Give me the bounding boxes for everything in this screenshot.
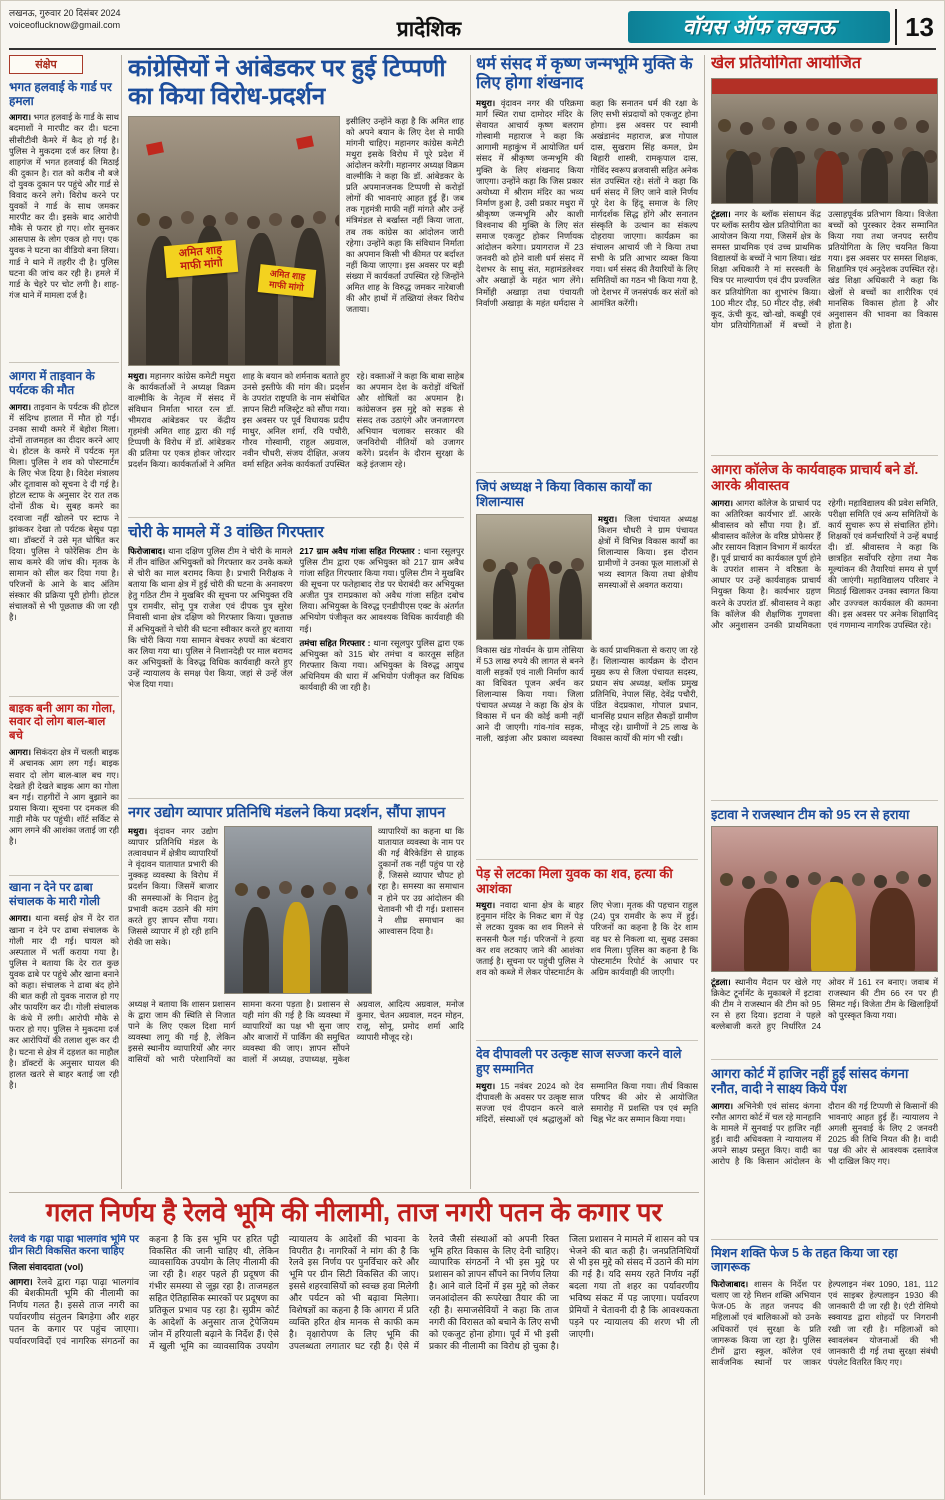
headline: मिशन शक्ति फेज 5 के तहत किया जा रहा जागरूक — [711, 1245, 898, 1275]
headline: खाना न देने पर ढाबा संचालक के मारी गोली — [9, 882, 100, 908]
headline: आगरा कोर्ट में हाजिर नहीं हुईं सांसद कंगना रनौत, वादी ने साक्ष्य किये पेश — [711, 1066, 909, 1097]
article-body-found — [476, 866, 698, 1035]
masthead-rule — [9, 48, 936, 50]
page-number: 13 — [895, 9, 934, 45]
byline: जिला संवाददाता (vol) — [9, 1261, 84, 1272]
column-divider — [121, 55, 122, 1189]
placard-line1: अमित शाह — [269, 267, 306, 282]
article-shilanyas — [476, 479, 698, 853]
protest-photo — [128, 116, 340, 366]
crowd-heads — [235, 883, 248, 896]
headline: खेल प्रतियोगिता आयोजित — [711, 55, 861, 72]
headline: इटावा ने राजस्थान टीम को 95 रन से हराया — [711, 806, 910, 822]
protest-placard — [164, 240, 239, 279]
person-silhouette — [243, 907, 269, 994]
dateline: आगरा। — [711, 1100, 734, 1111]
section-title: प्रादेशिक — [396, 18, 462, 41]
placard-line2: माफी मांगो — [179, 256, 224, 273]
headline: भगत हलवाई के गार्ड पर हमला — [9, 80, 112, 109]
person-silhouette — [816, 151, 843, 204]
body-text: इसीलिए उन्होंने कहा है कि अमित शाह को अपने बयान के लिए देश से माफी मांगनी चाहिए। महानगर कांग्रेस कमेटी मथुरा इसके विरोध में पूरे प्रदेश में आंदोलन करेगी। महानगर अध्यक्ष विक्रम वाल्मीकि ने कहा कि डॉ. आंबेडकर के प्रति अपमानजनक टिप्पणी से करोड़ों लोगों की भावनाएं आहत हुई हैं। जब तक गृहमंत्री माफी नहीं मांगते और उन्हें मंत्रिमंडल से बर्खास्त नहीं किया जाता, तब तक कांग्रेस का आंदोलन जारी रहेगा। उन्होंने कहा कि संविधान निर्माता का अपमान किसी भी कीमत पर बर्दाश्त नहीं किया जाएगा। इस अवसर पर बड़ी संख्या में कार्यकर्ता उपस्थित रहे जिन्होंने अमित शाह के विरुद्ध जमकर नारेबाजी की और हाथों में तख्तियां लेकर विरोध जताया। — [346, 115, 464, 315]
trade-body — [128, 999, 464, 1105]
college-body — [711, 498, 938, 794]
dateline: मथुरा। — [598, 513, 618, 524]
headline: धर्म संसद में कृष्ण जन्मभूमि मुक्ति के लिए होगा शंखनाद — [476, 55, 693, 93]
left-text — [128, 826, 218, 994]
placard-line2: माफी मांगो — [268, 278, 305, 293]
bottom-band — [9, 1197, 699, 1495]
body-text: 15 नवंबर 2024 को देव दीपावली के अवसर पर उत्कृष्ट साज सज्जा एवं दीपदान करने वाले मंदिरों, संस्थाओं एवं श्रद्धालुओं को सम्मानित किया गया। तीर्थ विकास परिषद की ओर से आयोजित समारोह में प्रशस्ति पत्र एवं स्मृति चिह्न भेंट कर सम्मान किया गया। — [476, 1080, 698, 1125]
article-theft-arrests — [128, 524, 464, 792]
body-text: ताइवान के पर्यटक की होटल में संदिग्ध हालात में मौत हो गई। उनका साथी कमरे में बेहोश मिला। दोनों ताजमहल का दीदार करने आए थे। होटल के कमरे में पर्यटक मृत मिला। पुलिस ने शव को पोस्टमार्टम के लिए भेज दिया है। विदेश मंत्रालय और दूतावास को सूचना दे दी गई है। होटल स्टाफ के अनुसार देर रात तक दोनों ठीक थे। सुबह कमरे का दरवाजा नहीं खोलने पर स्टाफ ने झांककर देखा तो पर्यटक बेसुध पड़ा था। डॉक्टरों ने उसे मृत घोषित कर दिया। पुलिस ने फोरेंसिक टीम के साथ कमरे की जांच की। मृतक के सामान को सील कर दिया गया है। परिजनों के आने के बाद अंतिम संस्कार की प्रक्रिया पूरी होगी। होटल संचालकों से भी पूछताछ की जा रही है। — [9, 401, 119, 623]
body-text: वृंदावन नगर उद्योग व्यापार प्रतिनिधि मंडल के तत्वावधान में क्षेत्रीय व्यापारियों ने वृंदावन यातायात प्रभारी की नुक्कड़ व्यवस्था के विरोध में प्रदर्शन किया। जिसमें बाजार की समस्याओं के निदान हेतु प्रभावी कदम उठाने की मांग करते हुए ज्ञापन सौंपा गया। जिससे व्यापार में हो रही हानि रोकी जा सके। — [128, 826, 218, 947]
etawah-body — [711, 977, 938, 1053]
body-text: विकास खंड गोवर्धन के ग्राम तोसिया में 53 लाख रुपये की लागत से बनने वाली सड़कों एवं नाली निर्माण कार्य का विधिवत पूजन अर्चन कर शिलान्यास किया गया। जिला पंचायत अध्यक्ष ने कहा कि क्षेत्र के विकास में धन की कोई कमी नहीं आने दी जाएगी। गांव-गांव सड़क, नाली, खड़ंजा और प्रकाश व्यवस्था के कार्य प्राथमिकता से कराए जा रहे हैं। शिलान्यास कार्यक्रम के दौरान मुख्य रूप से जिला पंचायत सदस्य, प्रधान संघ अध्यक्ष, ब्लॉक प्रमुख प्रतिनिधि, नेपाल सिंह, देवेंद्र पचौरी, पंडित वेदप्रकाश, गोपाल प्रधान, थानसिंह प्रधान सहित सैकड़ों ग्रामीण मौजूद रहे। ग्रामीणों ने 25 लाख के विकास कार्यों की मांग भी रखी। — [476, 644, 698, 744]
person-silhouette — [527, 564, 550, 639]
briefs-label: संक्षेप — [9, 55, 83, 74]
dateline: मथुरा। — [476, 900, 496, 911]
body-text: भगत हलवाई के गार्ड के साथ बदमाशों ने मारपीट कर दी। घटना सीसीटीवी कैमरे में कैद हो गई है। पुलिस ने मुकदमा दर्ज कर लिया है। शाहगंज में भगत हलवाई की मिठाई की दुकान है। रात को करीब नौ बजे दो युवक दुकान पर पहुंचे और गार्ड से विवाद करने लगे। विरोध करने पर युवकों ने गार्ड के साथ जमकर मारपीट कर दी। इसके बाद आरोपी मौके से फरार हो गए। शोर सुनकर आसपास के लोग एकत्र हो गए। एक युवक ने घटना का वीडियो बना लिया। गार्ड ने थाने में तहरीर दी है। पुलिस घटना की जांच कर रही है। हमले में गार्ड के चेहरे पर चोट लगी है। शाह-गंज थाने में मामला दर्ज है। — [9, 112, 119, 300]
crowd-heads — [137, 213, 150, 226]
email: voiceoflucknow@gmail.com — [9, 20, 121, 31]
headline: बाइक बनी आग का गोला, सवार दो लोग बाल-बाल बचे — [9, 702, 116, 742]
dateline: टूंडला। — [711, 208, 731, 219]
deepawali-body — [476, 1081, 698, 1143]
article-guard-attack — [9, 80, 119, 356]
body-text: सिकंदरा क्षेत्र में चलती बाइक में अचानक आग लग गई। बाइक सवार दो लोग बाल-बाल बच गए। देखते ही देखते बाइक आग का गोला बन गई। राहगीरों ने आग बुझाने का प्रयास किया। सूचना पर दमकल की गाड़ी मौके पर पहुंची। शॉर्ट सर्किट से आग लगने की आशंका जताई जा रही है। — [9, 747, 119, 847]
dateline: मथुरा। — [476, 97, 496, 108]
person-silhouette — [901, 151, 928, 204]
body-text: जिला पंचायत अध्यक्ष किशन चौधरी ने ग्राम पंचायत क्षेत्रों में विभिन्न विकास कार्यों का शिलान्यास किया। इस दौरान ग्रामीणों ने उनका फूल मालाओं से भव्य स्वागत किया तथा क्षेत्रीय समस्याओं से अवगत कराया। — [598, 513, 698, 591]
dateline: मथुरा। — [128, 826, 148, 837]
crime-body — [128, 546, 464, 792]
bottom-band-divider — [9, 1192, 699, 1193]
body-text: महानगर कांग्रेस कमेटी मथुरा के कार्यकर्ताओं ने अध्यक्ष विक्रम वाल्मीकि के नेतृत्व में संसद में संविधान निर्माता भारत रत्न डॉ. भीमराव आंबेडकर पर केंद्रीय गृहमंत्री अमित शाह द्वारा की गई टिप्पणी के विरोध में डॉ. आंबेडकर की प्रतिमा पर एकत्र होकर जोरदार प्रदर्शन किया। कार्यकर्ताओं ने अमित शाह के बयान को शर्मनाक बताते हुए उनसे इस्तीफे की मांग की। प्रदर्शन के उपरांत राष्ट्रपति के नाम संबोधित ज्ञापन सिटी मजिस्ट्रेट को सौंपा गया। इस अवसर पर पूर्व विधायक प्रदीप माथुर, अनिल शर्मा, रवि पचौरी, गौरव गोस्वामी, राहुल अग्रवाल, नवीन चौधरी, संजय दीक्षित, अजय वर्मा सहित अनेक कार्यकर्ता उपस्थित रहे। वक्ताओं ने कहा कि बाबा साहेब का अपमान देश के करोड़ों वंचितों और शोषितों का अपमान है। कांग्रेसजन इस मुद्दे को सड़क से संसद तक उठाएंगे और जनजागरण अभियान चलाकर सरकार की जनविरोधी नीतियों को उजागर करेंगे। प्रदर्शन के दौरान सुरक्षा के कड़े इंतजाम रहे। — [128, 370, 464, 470]
body-text: आगरा कॉलेज के प्राचार्य पद का अतिरिक्त कार्यभार डॉ. आरके श्रीवास्तव को सौंपा गया है। डॉ. श्रीवास्तव कॉलेज के वरिष्ठ प्रोफेसर हैं और रसायन विज्ञान विभाग में कार्यरत हैं। पूर्व प्राचार्य का कार्यकाल पूर्ण होने के उपरांत शासन ने वरिष्ठता के आधार पर उन्हें कार्यवाहक प्राचार्य नियुक्त किया है। कार्यभार ग्रहण करने के उपरांत डॉ. श्रीवास्तव ने कहा कि कॉलेज की शैक्षणिक गुणवत्ता और अनुशासन उनकी प्राथमिकता रहेगी। महाविद्यालय की प्रवेश समिति, परीक्षा समिति एवं अन्य समितियों के कार्य सुचारू रूप से संचालित होंगे। शिक्षकों एवं कर्मचारियों ने उन्हें बधाई दी। डॉ. श्रीवास्तव ने कहा कि छात्रहित सर्वोपरि रहेगा तथा नैक मूल्यांकन की तैयारियां समय से पूर्ण की जाएंगी। महाविद्यालय परिवार ने मिठाई खिलाकर उनका स्वागत किया और उज्ज्वल कार्यकाल की कामना की। इस अवसर पर अनेक शिक्षाविद् एवं गणमान्य नागरिक उपस्थित रहे। — [711, 497, 938, 630]
article-taiwan-tourist — [9, 369, 119, 689]
person-silhouette — [744, 888, 789, 973]
main-column — [128, 55, 464, 1189]
body-text: शासन के निर्देश पर चलाए जा रहे मिशन शक्ति अभियान फेज-05 के तहत जनपद की महिलाओं एवं बालिकाओं को उनके अधिकारों एवं सुरक्षा के प्रति जागरूक किया जा रहा है। पुलिस टीमों द्वारा स्कूल, कॉलेज एवं सार्वजनिक स्थानों पर जाकर हेल्पलाइन नंबर 1090, 181, 112 एवं साइबर हेल्पलाइन 1930 की जानकारी दी जा रही है। एंटी रोमियो स्क्वायड द्वारा शोहदों पर निगरानी रखी जा रही है। महिलाओं को स्वावलंबन योजनाओं की भी जानकारी दी गई तथा सुरक्षा संबंधी पंपलेट वितरित किए गए। — [711, 1279, 938, 1367]
article-dharm-sansad — [476, 55, 698, 466]
paper-brand — [628, 11, 890, 43]
body-text: स्थानीय मैदान पर खेले गए क्रिकेट टूर्नामेंट के मुकाबले में इटावा की टीम ने राजस्थान की टीम को 95 रन से हरा दिया। इटावा ने पहले बल्लेबाजी करते हुए निर्धारित 24 ओवर में 161 रन बनाए। जवाब में राजस्थान की टीम 66 रन पर ही सिमट गई। विजेता टीम के खिलाड़ियों को पुरस्कृत किया गया। — [711, 977, 938, 1032]
dateline: आगरा। — [9, 401, 32, 412]
dateline: आगरा। — [9, 1276, 33, 1287]
placard-line1: अमित शाह — [178, 243, 223, 260]
briefs-column — [9, 55, 119, 1189]
article-traders-protest — [128, 805, 464, 1105]
article-bike-fire — [9, 703, 119, 870]
dateline: मथुरा। — [128, 370, 148, 381]
right-text — [378, 826, 464, 994]
traders-photo — [224, 826, 372, 994]
body-text: रेलवे द्वारा गढ़ा पाढ़ा भालगांव की बेशकीमती भूमि की नीलामी का निर्णय गलत है। इससे ताज नगरी का पर्यावरणीय संतुलन बिगड़ेगा और शहर पतन के कगार पर पहुंच जाएगा। पर्यावरणविदों एवं नागरिक संगठनों का कहना है कि इस भूमि पर हरित पट्टी विकसित की जानी चाहिए थी, लेकिन व्यावसायिक उपयोग के लिए नीलामी की जा रही है। शहर पहले ही प्रदूषण की गंभीर समस्या से जूझ रहा है। ताजमहल सहित ऐतिहासिक स्मारकों पर प्रदूषण का प्रतिकूल प्रभाव पड़ रहा है। सुप्रीम कोर्ट के आदेशों के अनुसार ताज ट्रेपेजियम जोन में हरियाली बढ़ाने के निर्देश हैं। ऐसे में खुली भूमि का व्यावसायिक उपयोग न्यायालय के आदेशों की भावना के विपरीत है। नागरिकों ने मांग की है कि रेलवे इस निर्णय पर पुनर्विचार करे और भूमि पर ग्रीन सिटी विकसित की जाए। इससे शहरवासियों को स्वच्छ हवा मिलेगी और पर्यटन को भी बढ़ावा मिलेगा। विशेषज्ञों का कहना है कि आगरा में प्रति व्यक्ति हरित क्षेत्र मानक से काफी कम है। वृक्षारोपण के लिए भूमि की उपलब्धता लगातार घट रही है। ऐसे में रेलवे जैसी संस्थाओं को अपनी रिक्त भूमि हरित विकास के लिए देनी चाहिए। व्यापारिक संगठनों ने भी इस मुद्दे पर प्रशासन को ज्ञापन सौंपने का निर्णय लिया है। आने वाले दिनों में इस मुद्दे को लेकर जनआंदोलन की रूपरेखा तैयार की जा रही है। समाजसेवियों ने कहा कि ताज नगरी की विरासत को बचाने के लिए सभी को एकजुट होना होगा। पूर्व में भी इसी प्रकार की नीलामी का विरोध हो चुका है। जिला प्रशासन ने मामले में शासन को पत्र भेजने की बात कही है। जनप्रतिनिधियों से भी इस मुद्दे को संसद में उठाने की मांग की गई है। यदि समय रहते निर्णय नहीं बदला गया तो शहर का पर्यावरणीय भविष्य संकट में पड़ जाएगा। पर्यावरण प्रेमियों ने चेतावनी दी है कि आवश्यकता पड़ने पर न्यायालय की शरण भी ली जाएगी। — [9, 1233, 699, 1351]
person-silhouette — [771, 147, 798, 204]
dateline: आगरा। — [9, 747, 32, 758]
headline: देव दीपावली पर उत्कृष्ट साज सज्जा करने वाले हुए सम्मानित — [476, 1047, 682, 1076]
shilanyas-body — [476, 645, 698, 853]
dateline: टूंडला। — [711, 977, 731, 988]
person-silhouette — [493, 569, 516, 639]
headline: आगरा में ताइवान के पर्यटक की मौत — [9, 369, 95, 398]
article-dev-deepawali — [476, 1047, 698, 1143]
dateline: आगरा। — [711, 497, 734, 508]
column-divider — [704, 55, 705, 1495]
body-text: थाना रसूलपुर पुलिस द्वारा एक अभियुक्त को 315 बोर तमंचा व कारतूस सहित गिरफ्तार किया गया। अभियुक्त के विरुद्ध आयुध अधिनियम की धारा में अभियोग पंजीकृत कर विधिक कार्यवाही की जा रही है। — [299, 637, 464, 693]
crowd-heads — [720, 873, 733, 886]
article-college-principal — [711, 462, 938, 794]
red-flag — [296, 135, 314, 149]
person-silhouette — [245, 233, 279, 365]
headline: गलत निर्णय है रेलवे भूमि की नीलामी, ताज नगरी पतन के कगार पर — [45, 1197, 663, 1227]
date-line: लखनऊ, गुरुवार 20 दिसंबर 2024 — [9, 8, 121, 18]
dateline: मथुरा। — [476, 1080, 496, 1091]
article-congress-protest — [128, 55, 464, 511]
article-kangana-court — [711, 1066, 938, 1233]
sub-heading: तमंचा सहित गिरफ्तार : — [299, 637, 371, 648]
crowd-heads — [483, 559, 496, 572]
body-text: वृंदावन नगर की परिक्रमा मार्ग स्थित राधा दामोदर मंदिर के सेवायत आचार्य कृष्ण बलराम गोस्वामी महाराज ने कहा कि आगामी महाकुंभ में आयोजित धर्म संसद में श्रीकृष्ण जन्मभूमि की मुक्ति के लिए शंखनाद किया जाएगा। उन्होंने कहा कि जिस प्रकार अयोध्या में श्रीराम मंदिर का भव्य निर्माण हुआ है, उसी प्रकार मथुरा में श्रीकृष्ण जन्मभूमि और काशी विश्वनाथ की मुक्ति के लिए संत समाज एकजुट होकर निर्णायक आंदोलन करेगा। प्रयागराज में 23 जनवरी को होने वाली धर्म संसद में देशभर के साधु संत, महामंडलेश्वर और अखाड़ों के महंत भाग लेंगे। निर्मोही अखाड़ा तथा पंचायती निर्वाणी अखाड़ा के महंत धर्मदास ने कहा कि सनातन धर्म की रक्षा के लिए सभी संप्रदायों को एकजुट होना होगा। इस अवसर पर स्वामी अखंडानंद महाराज, ब्रज गोपाल दास, सुखराम सिंह कमल, प्रेम बिहारी शास्त्री, रामकृपाल दास, गोविंद स्वरूप ब्रजवासी सहित अनेक संत उपस्थित रहे। संतों ने कहा कि धर्म संसद में लिए जाने वाले निर्णय पूरे देश के हिंदू समाज के लिए मार्गदर्शक सिद्ध होंगे और सनातन संस्कृति के उत्थान का संकल्प दोहराया जाएगा। कार्यक्रम का संचालन आचार्य जी ने किया तथा सभी के प्रति आभार व्यक्त किया गया। धर्म संसद की तैयारियों के लिए समितियों का गठन भी किया गया है, जो देशभर में जनसंपर्क कर संतों को आमंत्रित करेंगी। — [476, 97, 698, 308]
khel-body — [711, 209, 938, 449]
body-text: थाना दक्षिण पुलिस टीम ने चोरी के मामले में तीन वांछित अभियुक्तों को गिरफ्तार कर उनके कब्जे से चोरी का माल बरामद किया है। प्रभारी निरीक्षक ने बताया कि थाना क्षेत्र में हुई चोरी की घटना के अनावरण हेतु गठित टीम ने मुखबिर की सूचना पर अभियुक्त रवि पुत्र रामवीर, सोनू पुत्र राजेश एवं दीपक पुत्र सुरेश निवासी थाना क्षेत्र दक्षिण को गिरफ्तार किया। पूछताछ में अभियुक्तों ने चोरी की घटना स्वीकार करते हुए बताया कि चोरी किया गया सामान बेचकर रुपयों का बंटवारा कर लिया गया था। पुलिस ने निशानदेही पर माल बरामद कर अभियुक्तों के विरुद्ध विधिक कार्यवाही करते हुए उन्हें न्यायालय के समक्ष पेश किया, जहां से उन्हें जेल भेज दिया गया। — [128, 545, 293, 690]
shav-body — [476, 900, 698, 1034]
article-dhaba-shooting — [9, 882, 119, 1131]
body-text: थाना बसई क्षेत्र में देर रात खाना न देने पर ढाबा संचालक के गोली मार दी गई। घायल को अस्पताल में भर्ती कराया गया है। पुलिस ने बताया कि देर रात कुछ युवक ढाबे पर पहुंचे और खाना बनाने को कहा। संचालक ने ढाबा बंद होने की बात कही तो युवक नाराज हो गए और फायरिंग कर दी। गोली संचालक के कंधे में लगी। आरोपी मौके से फरार हो गए। पुलिस ने मुकदमा दर्ज कर आरोपियों की तलाश शुरू कर दी है। घटना से क्षेत्र में दहशत का माहौल है। डॉक्टरों के अनुसार घायल की हालत खतरे से बाहर बताई जा रही है। — [9, 913, 119, 1090]
person-silhouette — [726, 151, 753, 204]
dateline: फिरोजाबाद। — [128, 545, 166, 556]
headline: पेड़ से लटका मिला युवक का शव, हत्या की आशंका — [476, 865, 673, 896]
shilanyas-photo — [476, 514, 592, 640]
sub-heading: 217 ग्राम अवैध गांजा सहित गिरफ्तार : — [299, 545, 421, 556]
side-text — [598, 514, 698, 640]
photo-banner — [712, 79, 937, 94]
headline: आगरा कॉलेज के कार्यवाहक प्राचार्य बने डॉ. आरके श्रीवास्तव — [711, 461, 919, 493]
bottom-body — [9, 1234, 699, 1482]
protest-placard-2 — [258, 264, 317, 297]
person-silhouette — [321, 905, 347, 994]
headline: कांग्रेसियों ने आंबेडकर पर हुई टिप्पणी का किया विरोध-प्रदर्शन — [128, 55, 446, 111]
third-column — [476, 55, 698, 1189]
person-garlanded — [811, 882, 856, 972]
paper-name: वॉयस ऑफ लखनऊ — [682, 16, 836, 39]
body-text: व्यापारियों का कहना था कि यातायात व्यवस्था के नाम पर की गई बैरिकेडिंग से ग्राहक दुकानों तक नहीं पहुंच पा रहे हैं, जिससे व्यापार चौपट हो रहा है। समस्या का समाधान न होने पर उग्र आंदोलन की चेतावनी भी दी गई। प्रशासन ने शीघ्र समाधान का आश्वासन दिया है। — [378, 826, 464, 936]
headline: चोरी के मामले में 3 वांछित गिरफ्तार — [128, 523, 324, 541]
body-text: थाना रसूलपुर पुलिस टीम द्वारा एक अभियुक्त को 217 ग्राम अवैध गांजा सहित गिरफ्तार किया गया। पुलिस टीम ने मुखबिर की सूचना पर फतेहाबाद रोड पर घेराबंदी कर अभियुक्त अजीत पुत्र रामप्रकाश को अवैध गांजा सहित दबोच लिया। अभियुक्त के विरुद्ध एनडीपीएस एक्ट के अंतर्गत अभियोग पंजीकृत कर आवश्यक विधिक कार्यवाही की गई। — [299, 545, 464, 634]
dharm-body — [476, 98, 698, 466]
body-text: नवादा थाना क्षेत्र के बाहर हनुमान मंदिर के निकट बाग में पेड़ से लटका युवक का शव मिलने से सनसनी फैल गई। परिजनों ने हत्या कर शव लटकाए जाने की आशंका जताई है। सूचना पर पहुंची पुलिस ने शव को कब्जे में लेकर पोस्टमार्टम के लिए भेजा। मृतक की पहचान राहुल (24) पुत्र रामवीर के रूप में हुई। परिजनों का कहना है कि देर शाम वह घर से निकला था, सुबह उसका शव मिला। पुलिस का कहना है कि पोस्टमार्टम रिपोर्ट के आधार पर अग्रिम कार्यवाही की जाएगी। — [476, 900, 698, 977]
main-body — [128, 371, 464, 511]
article-mission-shakti — [711, 1246, 938, 1446]
side-text — [346, 116, 464, 366]
headline: नगर उद्योग व्यापार प्रतिनिधि मंडलने किया प्रदर्शन, सौंपा ज्ञापन — [128, 804, 446, 821]
mission-body — [711, 1279, 938, 1445]
headline: जिपं अध्यक्ष ने किया विकास कार्यों का शिलान्यास — [476, 478, 652, 510]
body-text: अध्यक्ष ने बताया कि शासन प्रशासन के द्वारा जाम की स्थिति से निजात पाने के लिए एकल दिशा मार्ग व्यवस्था लागू की गई है, लेकिन इससे स्थानीय व्यापारियों और नगर वासियों को भारी परेशानियों का सामना करना पड़ता है। प्रशासन से यही मांग की गई है कि व्यवस्था में व्यापारियों का पक्ष भी सुना जाए और बाजारों में पार्किंग की समुचित व्यवस्था की जाए। ज्ञापन सौंपने वालों में अध्यक्ष, उपाध्यक्ष, मुकेश अग्रवाल, आदित्य अग्रवाल, मनोज कुमार, चेतन अग्रवाल, मदन मोहन, राजू, सोनू, प्रमोद शर्मा आदि व्यापारी मौजूद रहे। — [128, 999, 464, 1065]
dateline: फिरोजाबाद। — [711, 1279, 749, 1290]
article-sports-competition — [711, 55, 938, 449]
article-cricket-win — [711, 807, 938, 1053]
dateline: आगरा। — [9, 913, 32, 924]
red-flag — [146, 141, 164, 155]
body-text: नगर के ब्लॉक संसाधन केंद्र पर ब्लॉक स्तरीय खेल प्रतियोगिता का आयोजन किया गया, जिसमें क्षेत्र के समस्त प्राथमिक एवं उच्च प्राथमिक विद्यालयों के बच्चों ने भाग लिया। खंड शिक्षा अधिकारी ने मां सरस्वती के चित्र पर माल्यार्पण एवं दीप प्रज्वलित कर प्रतियोगिता का शुभारंभ किया। 100 मीटर दौड़, 50 मीटर दौड़, लंबी कूद, ऊंची कूद, खो-खो, कबड्डी एवं योग प्रतियोगिताओं में बच्चों ने उत्साहपूर्वक प्रतिभाग किया। विजेता बच्चों को पुरस्कार देकर सम्मानित किया गया तथा जनपद स्तरीय प्रतियोगिता के लिए चयनित किया गया। इस अवसर पर समस्त शिक्षक, शिक्षामित्र एवं अनुदेशक उपस्थित रहे। खंड शिक्षा अधिकारी ने कहा कि खेलों से बच्चों का शारीरिक एवं मानसिक विकास होता है और अनुशासन की भावना का विकास होता है। — [711, 208, 938, 330]
body-text: अभिनेत्री एवं सांसद कंगना रनौत आगरा कोर्ट में चल रहे मानहानि के मामले में सुनवाई पर हाजिर नहीं हुईं। वादी अधिवक्ता ने न्यायालय में अपने साक्ष्य प्रस्तुत किए। वादी का आरोप है कि किसान आंदोलन के दौरान की गई टिप्पणी से किसानों की भावनाएं आहत हुई हैं। न्यायालय ने अगली सुनवाई के लिए 2 जनवरी 2025 की तिथि नियत की है। वादी पक्ष की ओर से आवश्यक दस्तावेज भी दाखिल किए गए। — [711, 1100, 938, 1167]
crowd-heads — [718, 119, 731, 132]
person-silhouette — [870, 888, 915, 973]
cricket-photo — [711, 826, 938, 972]
column-divider — [470, 55, 471, 1189]
sub-heading: रेलवे के गढ़ा पाढ़ा भालगांव भूमि पर ग्रीन सिटी विकसित करना चाहिए — [9, 1233, 139, 1258]
masthead — [9, 7, 936, 45]
kangana-body — [711, 1101, 938, 1233]
right-column — [711, 55, 938, 1495]
dateline: आगरा। — [9, 112, 32, 123]
person-silhouette — [559, 569, 582, 639]
sports-photo — [711, 78, 938, 204]
person-silhouette — [861, 148, 888, 204]
person-yellow-jacket — [283, 902, 309, 994]
